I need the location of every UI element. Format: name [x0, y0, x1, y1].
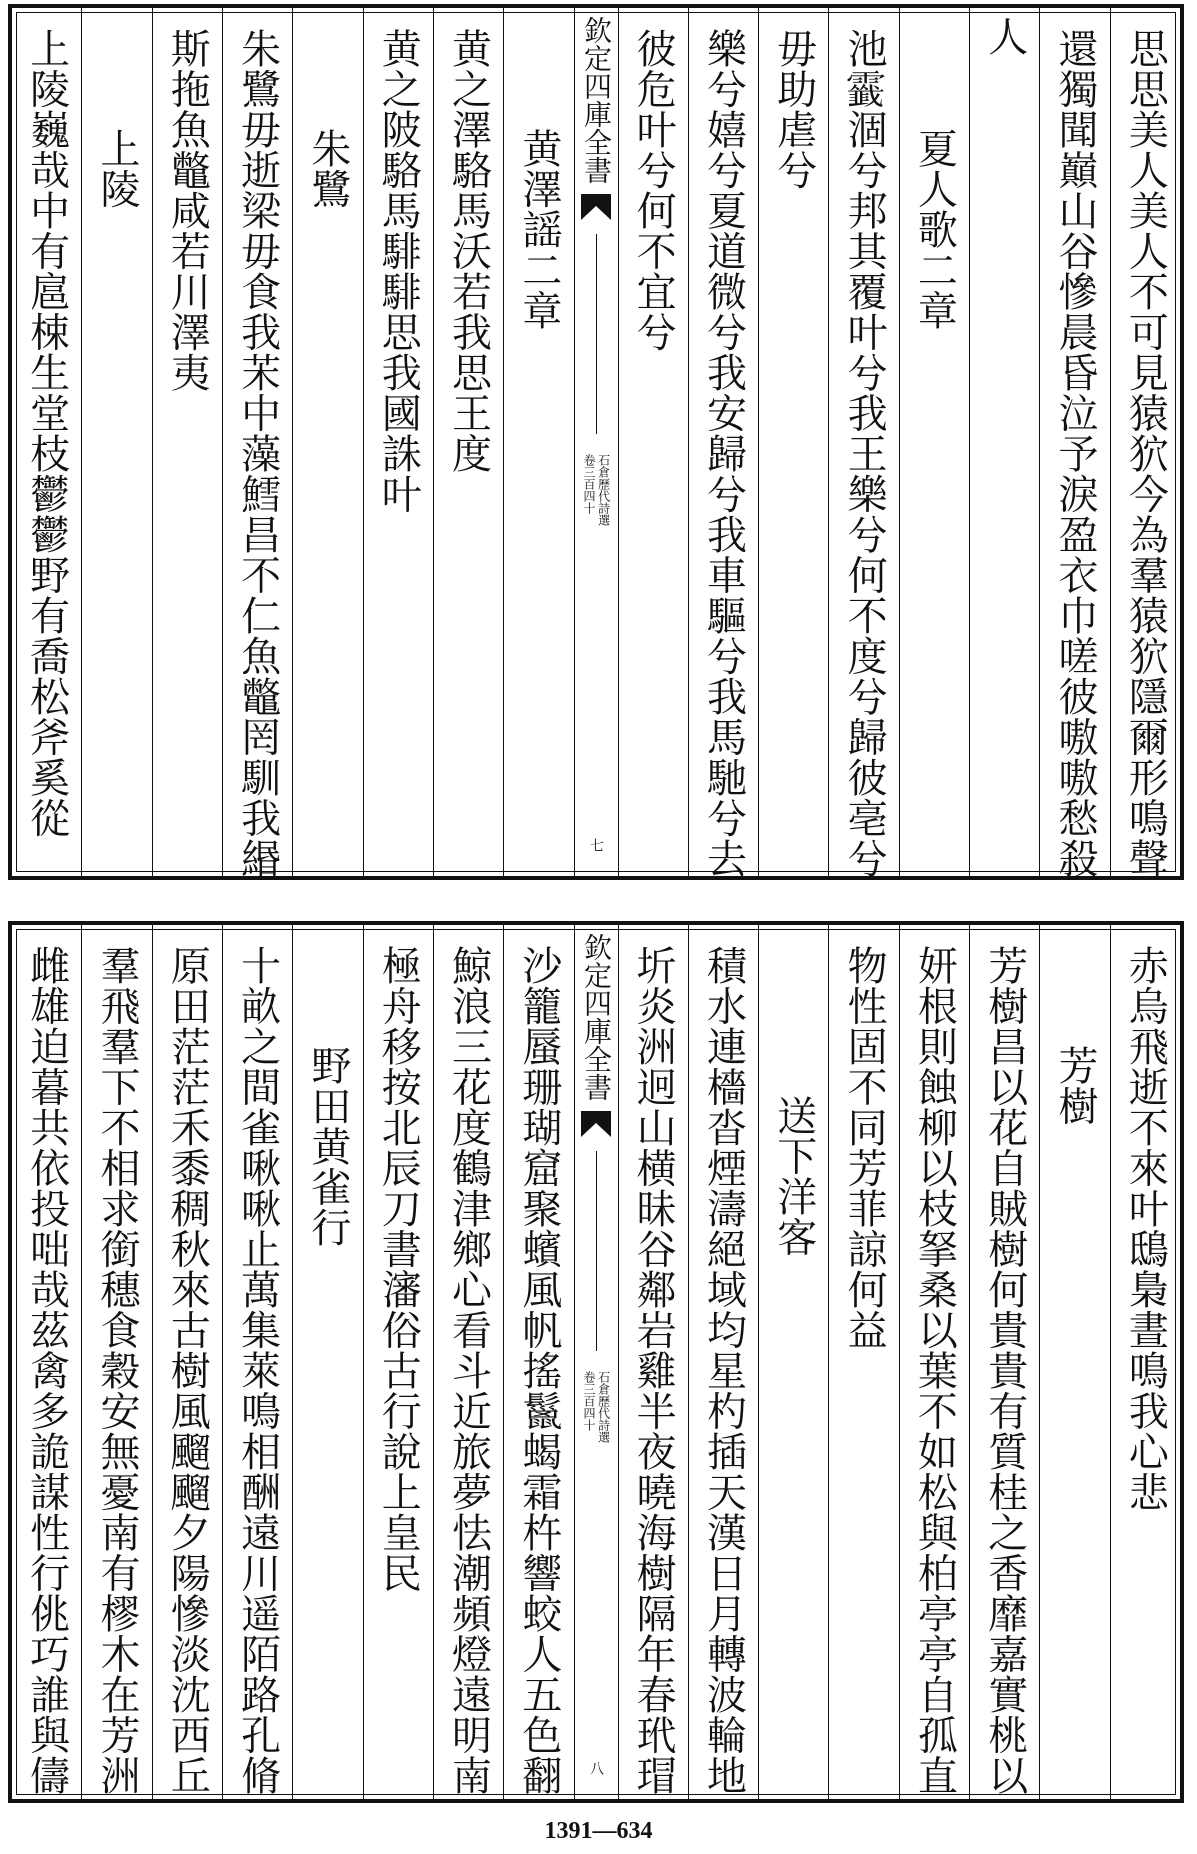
lower-page: [8, 921, 1184, 1803]
fishtail-mark-icon: [581, 1111, 611, 1137]
fold-center-column: [574, 925, 618, 1799]
text-column: 雌雄迫暮共依投咄哉茲禽多詭謀性行佻巧誰與儔: [23, 945, 70, 1796]
text-column: 羣飛羣下不相求銜穗食穀安無憂南有樛木在芳洲: [81, 925, 151, 1799]
fishtail-mark-icon: [581, 194, 611, 220]
poem-title: 夏人歌二章: [899, 8, 969, 876]
text-column: 沙籠蜃珊瑚窟聚蠙風帆搖鬣蝎霜杵響蛟人五色翻: [503, 925, 573, 1799]
text-column: 鯨浪三花度鶴津鄉心看斗近旅夢怯潮頻燈遠明南: [433, 925, 503, 1799]
poem-title: 芳樹: [1039, 925, 1109, 1799]
text-column: 黄之陂駱馬騑騑思我國誅叶: [363, 8, 433, 876]
text-column: 池𩆷涸兮邦其覆叶兮我王樂兮何不度兮歸彼亳兮: [828, 8, 898, 876]
text-column: 斯拖魚鼈咸若川澤夷: [152, 8, 222, 876]
text-column: 樂兮嬉兮夏道微兮我安歸兮我車驅兮我馬馳兮去: [688, 8, 758, 876]
text-column: 黄之澤駱馬沃若我思王度: [433, 8, 503, 876]
text-column: 妍根則蝕柳以枝拏桑以葉不如松與柏亭亭自孤直: [899, 925, 969, 1799]
text-column: 極舟移按北辰刀書瀋俗古行說上皇民: [363, 925, 433, 1799]
text-column: 物性固不同芳菲諒何益: [828, 925, 898, 1799]
text-column: 彼危叶兮何不宜兮: [618, 8, 688, 876]
page-number: 八: [588, 1761, 604, 1775]
poem-title: 上陵: [81, 8, 151, 876]
text-column: 原田茫茫禾黍稠秋來古樹風飀飀夕陽慘淡沈西丘: [152, 925, 222, 1799]
text-column: 朱鷺毋逝梁毋食我㭉中藻鱈昌不仁魚鼈罔馴我緡: [222, 8, 292, 876]
poem-title: 送下洋客: [758, 925, 828, 1799]
fold-center-column: [574, 8, 618, 876]
text-column: 積水連檣沓煙濤絕域均星杓插天漢日月轉波輪地: [688, 925, 758, 1799]
page-number: 七: [588, 838, 604, 852]
text-column: 毋助虐兮: [758, 8, 828, 876]
text-column: 思思美人美人不可見猿狖今為羣猿狖隱爾形鳴聲: [1110, 8, 1180, 876]
poem-title: 黄澤謡二章: [503, 8, 573, 876]
text-column: 赤烏飛逝不來叶鴟梟晝鳴我心悲: [1110, 925, 1180, 1799]
running-title: 欽定四庫全書: [580, 933, 613, 1101]
text-column: 上陵巍哉中有扈梀生堂枝鬱鬱野有喬松斧奚從: [23, 28, 70, 838]
text-column: 還獨聞巔山谷慘晨昏泣予淚盈衣巾嗟彼嗷嗷愁殺: [1039, 8, 1109, 876]
text-column: 人: [969, 8, 1039, 876]
upper-page: [8, 4, 1184, 880]
page-footer-number: 1391—634: [544, 1818, 653, 1844]
divider: [596, 1151, 597, 1351]
running-title: 欽定四庫全書: [580, 16, 613, 184]
divider: [596, 234, 597, 434]
text-column: 芳樹昌以花自賊樹何貴貴有質桂之香靡嘉實桃以: [969, 925, 1039, 1799]
book-meta: 石倉歷代詩選 卷三百四十: [582, 1371, 611, 1443]
text-column: 十畝之間雀啾啾止萬集萊鳴相酬遠川遥陌路孔脩: [222, 925, 292, 1799]
text-column: 圻炎洲迥山横昧谷鄰岩雞半夜曉海樹隔年春玳瑁: [618, 925, 688, 1799]
book-meta: 石倉歷代詩選 卷三百四十: [582, 454, 611, 526]
poem-title: 野田黄雀行: [292, 925, 362, 1799]
poem-title: 朱鷺: [292, 8, 362, 876]
